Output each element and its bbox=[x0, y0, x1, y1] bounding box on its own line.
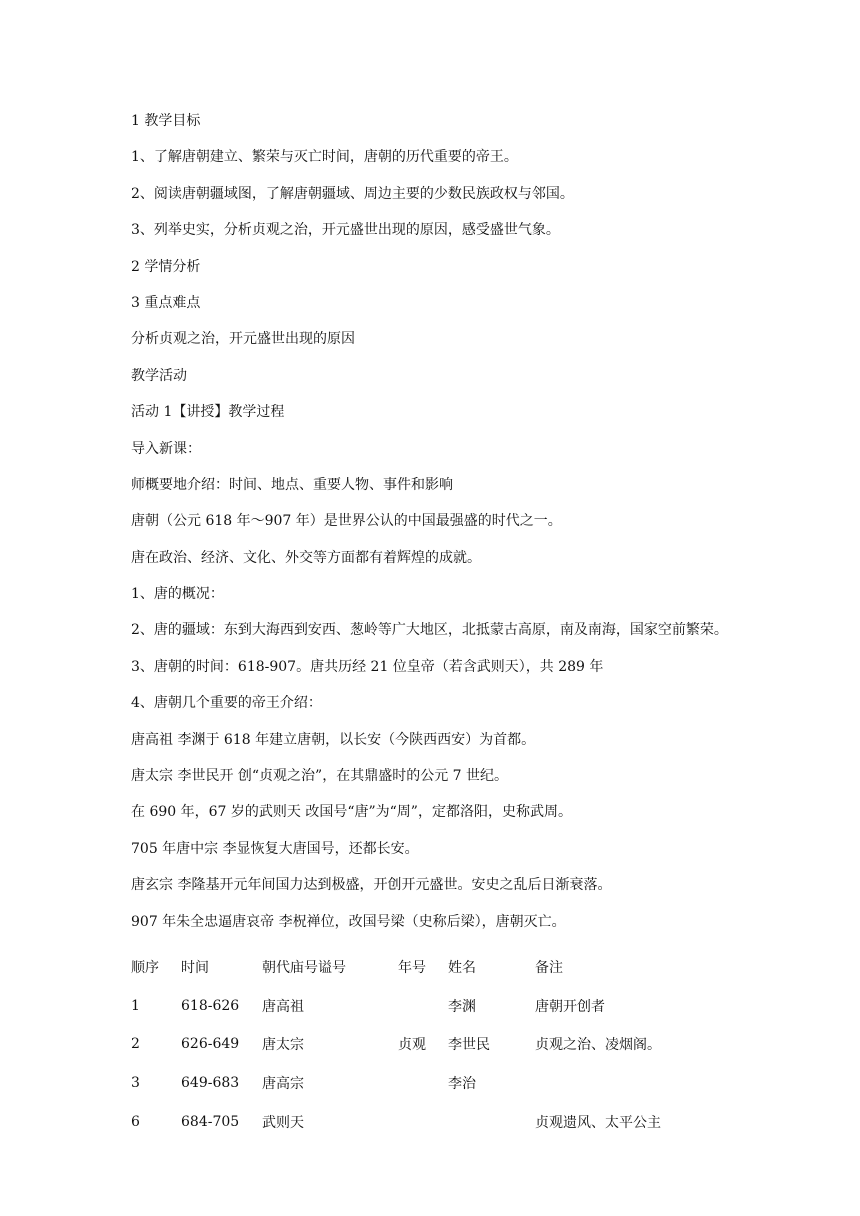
table-cell: 唐高宗 bbox=[262, 1076, 304, 1093]
table-cell: 武则天 bbox=[262, 1114, 304, 1131]
table-header-cell: 备注 bbox=[535, 960, 563, 977]
objective-3: 3、列举史实，分析贞观之治，开元盛世出现的原因，感受盛世气象。 bbox=[131, 222, 560, 239]
emperor-xuanzong: 唐玄宗 李隆基开元年间国力达到极盛，开创开元盛世。安史之乱后日渐衰落。 bbox=[131, 877, 612, 894]
table-row bbox=[131, 1102, 715, 1141]
table-cell bbox=[398, 987, 448, 1026]
empress-wu: 在 690 年，67 岁的武则天 改国号“唐”为“周”，定都洛阳，史称武周。 bbox=[131, 804, 572, 821]
table-row bbox=[131, 987, 715, 1026]
table-cell: 李世民 bbox=[448, 1037, 490, 1054]
table-header-cell: 顺序 bbox=[131, 960, 159, 977]
table-row bbox=[131, 1025, 715, 1064]
table-header-cell: 时间 bbox=[181, 960, 209, 977]
table-cell: 唐太宗 bbox=[262, 1037, 304, 1054]
objective-2: 2、阅读唐朝疆域图，了解唐朝疆域、周边主要的少数民族政权与邻国。 bbox=[131, 185, 574, 202]
document-body bbox=[131, 111, 731, 1141]
table-cell: 1 bbox=[131, 997, 140, 1014]
table-cell: 618-626 bbox=[181, 997, 240, 1014]
table-cell: 649-683 bbox=[181, 1075, 240, 1092]
table-cell: 684-705 bbox=[181, 1113, 240, 1130]
table-cell: 3 bbox=[131, 1075, 140, 1092]
emperors-heading: 4、唐朝几个重要的帝王介绍： bbox=[131, 695, 322, 712]
table-header-row bbox=[131, 948, 715, 987]
tang-fall: 907 年朱全忠逼唐哀帝 李柷禅位，改国号梁（史称后梁），唐朝灭亡。 bbox=[131, 913, 566, 930]
table-cell: 6 bbox=[131, 1113, 140, 1130]
table-header-cell: 姓名 bbox=[448, 960, 476, 977]
table-cell: 唐朝开创者 bbox=[535, 998, 605, 1015]
section-heading-analysis: 2 学情分析 bbox=[131, 258, 201, 275]
table-header-cell: 朝代庙号谥号 bbox=[262, 960, 346, 977]
emperor-zhongzong: 705 年唐中宗 李显恢复大唐国号，还都长安。 bbox=[131, 840, 419, 857]
section-heading-objectives: 1 教学目标 bbox=[131, 113, 201, 129]
table-cell bbox=[535, 1064, 715, 1103]
emperor-table bbox=[131, 948, 715, 1141]
overview-heading: 1、唐的概况： bbox=[131, 586, 224, 603]
activity-title: 活动 1【讲授】教学过程 bbox=[131, 404, 285, 421]
table-cell: 李治 bbox=[448, 1076, 476, 1093]
section-heading-key-points: 3 重点难点 bbox=[131, 294, 201, 311]
table-cell: 李渊 bbox=[448, 998, 476, 1015]
emperor-gaozu: 唐高祖 李渊于 618 年建立唐朝，以长安（今陕西西安）为首都。 bbox=[131, 731, 536, 748]
objective-1: 1、了解唐朝建立、繁荣与灭亡时间，唐朝的历代重要的帝王。 bbox=[131, 149, 518, 166]
table-cell bbox=[398, 1064, 448, 1103]
timeline-paragraph: 3、唐朝的时间：618-907。唐共历经 21 位皇帝（若含武则天），共 289 年 bbox=[131, 658, 604, 675]
table-cell: 贞观遗风、太平公主 bbox=[535, 1114, 661, 1131]
tang-overview-sentence: 唐朝（公元 618 年～907 年）是世界公认的中国最强盛的时代之一。 bbox=[131, 513, 562, 530]
section-heading-activities: 教学活动 bbox=[131, 367, 187, 384]
intro-heading: 导入新课： bbox=[131, 440, 201, 457]
table-cell: 626-649 bbox=[181, 1036, 240, 1053]
key-point-text: 分析贞观之治，开元盛世出现的原因 bbox=[131, 331, 355, 348]
table-cell bbox=[398, 1102, 448, 1141]
table-cell bbox=[448, 1102, 535, 1141]
table-cell: 唐高祖 bbox=[262, 998, 304, 1015]
table-cell: 贞观之治、凌烟阁。 bbox=[535, 1037, 661, 1054]
table-cell: 贞观 bbox=[398, 1037, 426, 1054]
emperor-taizong: 唐太宗 李世民开 创“贞观之治”，在其鼎盛时的公元 7 世纪。 bbox=[131, 768, 509, 785]
territory-paragraph: 2、唐的疆域：东到大海西到安西、葱岭等广大地区，北抵蒙古高原，南及南海，国家空前繁荣。 bbox=[131, 622, 728, 639]
table-header-cell: 年号 bbox=[398, 960, 426, 977]
tang-achievements-sentence: 唐在政治、经济、文化、外交等方面都有着辉煌的成就。 bbox=[131, 549, 481, 566]
table-row bbox=[131, 1064, 715, 1103]
table-cell: 2 bbox=[131, 1036, 140, 1053]
teacher-intro: 师概要地介绍：时间、地点、重要人物、事件和影响 bbox=[131, 476, 453, 493]
